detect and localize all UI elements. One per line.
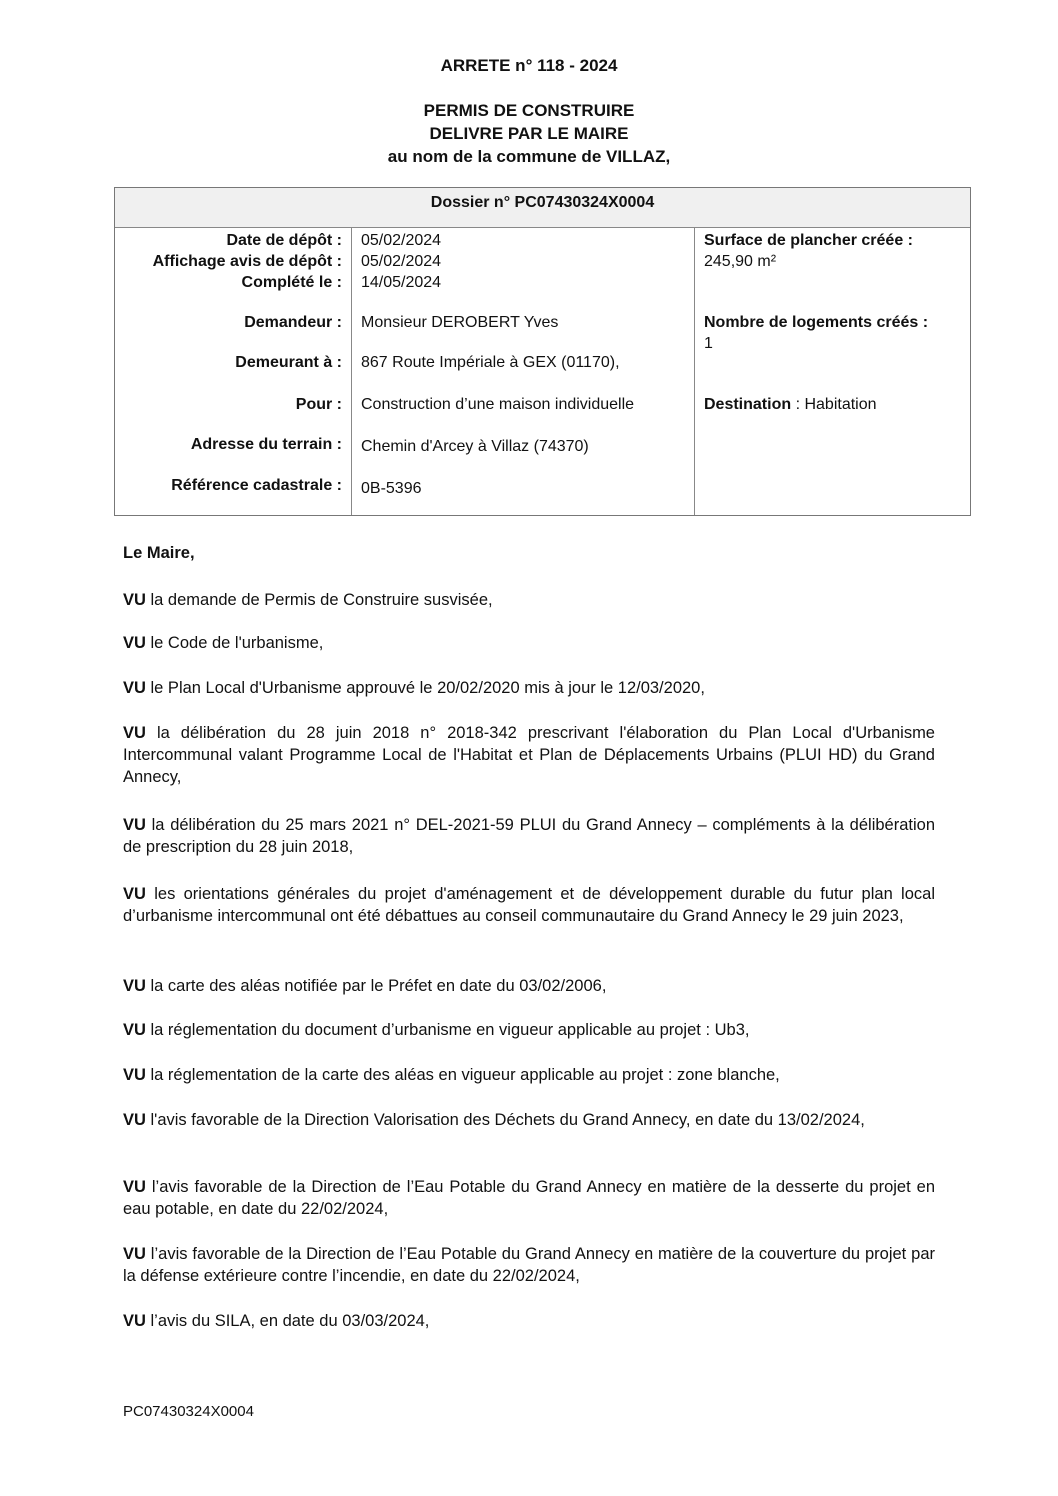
surface-value: 245,90 m² [704, 253, 777, 270]
vu-keyword: VU [123, 1066, 146, 1084]
value-adresse: Chemin d'Arcey à Villaz (74370) [361, 438, 589, 455]
vu-text: les orientations générales du projet d'aménagement et de développement durable du futur plan local d’urbanisme intercommunal ont été débattues au conseil communautaire du Grand Annecy le 29 juin 2023, [123, 885, 935, 925]
vu-text: l'avis favorable de la Direction Valorisation des Déchets du Grand Annecy, en date du 13/02/2024, [145, 1111, 865, 1129]
vu-text: la carte des aléas notifiée par le Préfet en date du 03/02/2006, [145, 977, 607, 995]
vu-keyword: VU [123, 816, 146, 834]
dossier-title: Dossier n° PC07430324X0004 [115, 188, 970, 228]
value-affichage: 05/02/2024 [361, 253, 442, 270]
vu-keyword: VU [123, 679, 146, 697]
label-demeurant: Demeurant à : [235, 354, 342, 371]
vu-paragraph [123, 1176, 935, 1220]
value-demandeur: Monsieur DEROBERT Yves [361, 314, 559, 331]
value-date-depot: 05/02/2024 [361, 232, 442, 249]
heading-line: DELIVRE PAR LE MAIRE [429, 124, 629, 143]
logements-block [704, 312, 928, 354]
vu-keyword: VU [123, 1021, 146, 1039]
vu-text: la réglementation de la carte des aléas en vigueur applicable au projet : zone blanche, [145, 1066, 780, 1084]
label-reference: Référence cadastrale : [171, 477, 342, 494]
heading-line: PERMIS DE CONSTRUIRE [423, 101, 635, 120]
vu-text: la réglementation du document d’urbanisme en vigueur applicable au projet : Ub3, [145, 1021, 750, 1039]
vu-text: l’avis du SILA, en date du 03/03/2024, [145, 1312, 430, 1330]
destination-value: : Habitation [791, 396, 877, 413]
destination-block [704, 394, 877, 415]
value-demeurant: 867 Route Impériale à GEX (01170), [361, 354, 620, 371]
value-complete: 14/05/2024 [361, 274, 442, 291]
vu-text: la demande de Permis de Construire susvisée, [145, 591, 493, 609]
label-complete: Complété le : [241, 274, 342, 291]
vu-keyword: VU [123, 591, 146, 609]
surface-label: Surface de plancher créée : [704, 232, 913, 249]
vu-keyword: VU [123, 634, 146, 652]
label-demandeur: Demandeur : [244, 314, 342, 331]
label-affichage: Affichage avis de dépôt : [152, 253, 342, 270]
vu-keyword: VU [123, 1245, 146, 1263]
vu-text: l’avis favorable de la Direction de l’Eau Potable du Grand Annecy en matière de la couverture du projet par la défense extérieure contre l’incendie, en date du 22/02/2024, [123, 1245, 935, 1285]
vu-keyword: VU [123, 1111, 146, 1129]
vu-paragraph [123, 589, 935, 611]
vu-keyword: VU [123, 1178, 146, 1196]
vu-keyword: VU [123, 885, 146, 903]
vu-paragraph [123, 814, 935, 858]
vu-paragraph [123, 883, 935, 927]
logements-label: Nombre de logements créés : [704, 314, 929, 331]
vu-paragraph [123, 1064, 935, 1086]
vu-paragraph [123, 677, 935, 699]
vu-text: la délibération du 25 mars 2021 n° DEL-2021-59 PLUI du Grand Annecy – compléments à la délibération de prescription du 28 juin 2018, [123, 816, 935, 856]
vu-keyword: VU [123, 977, 146, 995]
vu-paragraph [123, 975, 935, 997]
surface-block [704, 230, 913, 272]
vu-paragraph [123, 1243, 935, 1287]
arrete-number: ARRETE n° 118 - 2024 [440, 56, 618, 75]
label-date-depot: Date de dépôt : [226, 232, 342, 249]
destination-label: Destination [704, 396, 792, 413]
vu-paragraph [123, 722, 935, 788]
footer-reference: PC07430324X0004 [123, 1403, 254, 1420]
vu-paragraph [123, 1019, 935, 1041]
value-reference: 0B-5396 [361, 480, 422, 497]
vu-text: le Code de l'urbanisme, [145, 634, 324, 652]
vu-keyword: VU [123, 724, 146, 742]
vu-keyword: VU [123, 1312, 146, 1330]
permit-heading [0, 99, 1058, 168]
column-divider [694, 227, 695, 515]
vu-paragraph [123, 1310, 935, 1332]
logements-value: 1 [704, 335, 713, 352]
vu-text: la délibération du 28 juin 2018 n° 2018-342 prescrivant l'élaboration du Plan Local d'Urbanisme Intercommunal valant Programme Local de l'Habitat et Plan de Déplacements Urbains (PLUI HD) du Grand Annecy, [123, 724, 935, 786]
column-divider [351, 227, 352, 515]
vu-paragraph [123, 1109, 935, 1131]
intro-line: Le Maire, [123, 544, 195, 562]
value-pour: Construction d’une maison individuelle [361, 396, 635, 413]
label-adresse: Adresse du terrain : [190, 436, 342, 453]
label-pour: Pour : [295, 396, 342, 413]
heading-line: au nom de la commune de VILLAZ, [387, 147, 671, 166]
vu-text: le Plan Local d'Urbanisme approuvé le 20/02/2020 mis à jour le 12/03/2020, [145, 679, 705, 697]
vu-paragraph [123, 632, 935, 654]
vu-text: l’avis favorable de la Direction de l’Eau Potable du Grand Annecy en matière de la desserte du projet en eau potable, en date du 22/02/2024, [123, 1178, 935, 1218]
dossier-table [114, 187, 971, 516]
